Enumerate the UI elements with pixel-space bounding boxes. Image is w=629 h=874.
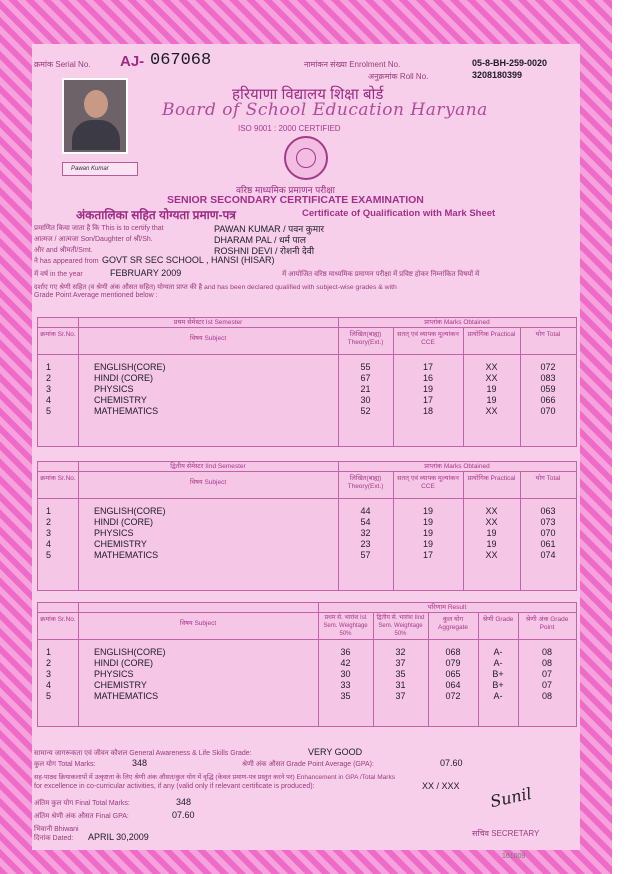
sem1-cell-cce: 17 [422, 395, 433, 405]
board-hindi: हरियाणा विद्यालय शिक्षा बोर्ड [232, 86, 384, 103]
sem1-cell-sr: 1 [46, 362, 52, 372]
enhancement-label-2: for excellence in co-curricular activities, if any (valid only if relevant certificate is produced): [34, 783, 315, 790]
result-cell-sr: 5 [46, 691, 52, 701]
result-cell-w2: 37 [395, 658, 406, 668]
roll-label: अनुक्रमांक Roll No. [368, 72, 429, 81]
result-cell-w2: 31 [395, 680, 406, 690]
final-total-label: अंतिम कुल योग Final Total Marks: [34, 800, 130, 807]
sem2-cell-cce: 19 [422, 517, 433, 527]
sem1-cell-subject: PHYSICS [94, 384, 134, 394]
mother-label: और and श्रीमती/Smt. [34, 247, 93, 254]
sem1-cell-subject: MATHEMATICS [94, 406, 159, 416]
sem1-cell-sr: 4 [46, 395, 52, 405]
sem1-cell-subject: CHEMISTRY [94, 395, 147, 405]
text-line-1: में आयोजित वरिष्ठ माध्यमिक प्रमाणन परीक्षा में प्रविष्ट होकर निम्नांकित विषयों में [282, 271, 480, 278]
sem2-cell-theory: 57 [360, 550, 371, 560]
sem2-marks-header: प्राप्तांक Marks Obtained [424, 463, 490, 470]
sem1-cce-header: सतत् एवं व्यापक मूल्यांकन CCE [397, 331, 459, 346]
school-name: GOVT SR SEC SCHOOL , HANSI (HISAR) [102, 255, 275, 265]
gpa-label: श्रेणी अंक औसत Grade Point Average (GPA): [242, 761, 374, 768]
total-value: 348 [132, 758, 148, 768]
sem1-cell-total: 072 [540, 362, 556, 372]
text-line-3: Grade Point Average mentioned below : [34, 292, 158, 299]
sem2-cell-subject: CHEMISTRY [94, 539, 147, 549]
result-cell-w1: 30 [340, 669, 351, 679]
sem2-cell-sr: 4 [46, 539, 52, 549]
sem2-cce-header: सतत् एवं व्यापक मूल्यांकन CCE [397, 475, 459, 490]
result-cell-sr: 1 [46, 647, 52, 657]
photo-signature: Pawan Kumar [62, 162, 138, 176]
sem1-cell-theory: 67 [360, 373, 371, 383]
certify-label: प्रमाणित किया जाता है कि This is to certify that [34, 225, 164, 232]
sem1-total-header: योग Total [535, 331, 561, 338]
sem1-cell-subject: ENGLISH(CORE) [94, 362, 166, 372]
sem1-cell-theory: 55 [360, 362, 371, 372]
sem2-cell-subject: PHYSICS [94, 528, 134, 538]
final-gpa-value: 07.60 [172, 810, 195, 820]
father-name: DHARAM PAL / धर्म पाल [214, 235, 306, 245]
serial-label: क्रमांक Serial No. [34, 60, 91, 69]
sem2-cell-practical: XX [485, 506, 498, 516]
sem1-cell-total: 070 [540, 406, 556, 416]
sem2-table [37, 461, 577, 591]
result-cell-agg: 068 [445, 647, 461, 657]
sem2-cell-total: 074 [540, 550, 556, 560]
sem2-cell-theory: 44 [360, 506, 371, 516]
place-label: भिवानी Bhiwani [34, 826, 79, 833]
sem2-sr-header: क्रमांक Sr.No. [40, 475, 76, 482]
total-label: कुल योग Total Marks: [34, 761, 96, 768]
result-cell-subject: CHEMISTRY [94, 680, 147, 690]
sem2-subject-header: विषय Subject [189, 479, 227, 486]
sem2-cell-sr: 3 [46, 528, 52, 538]
result-cell-subject: MATHEMATICS [94, 691, 159, 701]
sem1-cell-practical: XX [485, 406, 498, 416]
result-cell-sr: 2 [46, 658, 52, 668]
sem1-cell-total: 059 [540, 384, 556, 394]
sem2-cell-cce: 19 [422, 539, 433, 549]
result-cell-grade: B+ [492, 680, 504, 690]
sem1-cell-practical: 19 [486, 395, 497, 405]
certificate-body [32, 44, 580, 860]
result-gp-header: श्रेणी अंक Grade Point [525, 616, 569, 631]
sem1-cell-cce: 19 [422, 384, 433, 394]
enrolment-label: नामांकन संख्या Enrolment No. [304, 60, 401, 69]
result-cell-agg: 064 [445, 680, 461, 690]
sem2-cell-theory: 23 [360, 539, 371, 549]
sem1-cell-cce: 16 [422, 373, 433, 383]
sem2-cell-subject: MATHEMATICS [94, 550, 159, 560]
sem2-cell-total: 070 [540, 528, 556, 538]
sem2-cell-subject: ENGLISH(CORE) [94, 506, 166, 516]
sem2-cell-total: 061 [540, 539, 556, 549]
result-cell-w2: 35 [395, 669, 406, 679]
result-cell-w1: 35 [340, 691, 351, 701]
result-cell-agg: 072 [445, 691, 461, 701]
sem1-cell-cce: 18 [422, 406, 433, 416]
result-cell-sr: 4 [46, 680, 52, 690]
result-cell-gp: 07 [541, 680, 552, 690]
sem2-total-header: योग Total [535, 475, 561, 482]
result-cell-w1: 42 [340, 658, 351, 668]
sem2-cell-cce: 17 [422, 550, 433, 560]
sem1-cell-cce: 17 [422, 362, 433, 372]
candidate-name: PAWAN KUMAR / पवन कुमार [214, 224, 325, 234]
sem1-practical-header: प्रायोगिक Practical [467, 331, 516, 338]
result-cell-subject: ENGLISH(CORE) [94, 647, 166, 657]
result-cell-agg: 079 [445, 658, 461, 668]
sem2-cell-theory: 54 [360, 517, 371, 527]
secretary-label: सचिव SECRETARY [472, 829, 540, 838]
sem2-cell-practical: XX [485, 550, 498, 560]
result-title: परिणाम Result [427, 604, 467, 611]
sem1-cell-practical: 19 [486, 384, 497, 394]
result-cell-w2: 37 [395, 691, 406, 701]
sem2-cell-total: 073 [540, 517, 556, 527]
result-cell-gp: 08 [541, 647, 552, 657]
sem1-title: प्रथम सेमेस्टर Ist Semester [173, 319, 243, 326]
sem1-table [37, 317, 577, 447]
roll-number: 3208180399 [472, 70, 523, 80]
sem2-cell-practical: 19 [486, 528, 497, 538]
result-cell-grade: B+ [492, 669, 504, 679]
exam-year: FEBRUARY 2009 [110, 268, 182, 278]
result-aggregate-header: कुल योग Aggregate [438, 616, 468, 631]
serial-number: 067068 [150, 51, 212, 70]
exam-hindi: वरिष्ठ माध्यमिक प्रमाणन परीक्षा [236, 185, 336, 195]
sem2-cell-theory: 32 [360, 528, 371, 538]
year-label: में वर्ष in the year [34, 271, 83, 278]
enrolment-number: 05-8-BH-259-0020 [472, 58, 548, 68]
result-subject-header: विषय Subject [179, 620, 217, 627]
result-cell-w1: 36 [340, 647, 351, 657]
sem2-cell-sr: 5 [46, 550, 52, 560]
sem1-cell-practical: XX [485, 373, 498, 383]
result-grade-header: श्रेणी Grade [482, 616, 514, 623]
result-cell-grade: A- [493, 691, 503, 701]
sem2-cell-sr: 2 [46, 517, 52, 527]
sem2-cell-cce: 19 [422, 506, 433, 516]
sem2-cell-subject: HINDI (CORE) [94, 517, 153, 527]
sem1-cell-theory: 52 [360, 406, 371, 416]
result-cell-subject: HINDI (CORE) [94, 658, 153, 668]
result-cell-gp: 08 [541, 691, 552, 701]
cert-english: Certificate of Qualification with Mark Sheet [302, 208, 496, 219]
ga-label: सामान्य जागरूकता एवं जीवन कौशल General Awareness & Life Skills Grade: [34, 750, 252, 757]
enhancement-label: सह-पाठ्य क्रियाकलापों में उत्कृष्टता के लिए श्रेणी अंक औसत/कुल योग में वृद्धि (केवल प्रमाण-पत्र प्रस्तुत करने पर) Enhancement in GPA /Total Marks [34, 774, 395, 781]
sem1-cell-sr: 3 [46, 384, 52, 394]
sem2-cell-total: 063 [540, 506, 556, 516]
parent-label: आत्मज / आत्मजा Son/Daughter of श्री/Sh. [34, 236, 153, 243]
sem1-marks-header: प्राप्तांक Marks Obtained [424, 319, 490, 326]
result-table [37, 602, 577, 727]
mother-name: ROSHNI DEVI / रोशनी देवी [214, 246, 315, 256]
result-w2-header: द्वितीय से. भारांश IInd Sem. Weightage 50% [376, 615, 425, 637]
sem1-cell-sr: 5 [46, 406, 52, 416]
result-cell-subject: PHYSICS [94, 669, 134, 679]
result-cell-grade: A- [493, 647, 503, 657]
sem1-cell-theory: 21 [360, 384, 371, 394]
print-number: 161009 [502, 853, 526, 860]
cert-hindi: अंकतालिका सहित योग्यता प्रमाण-पत्र [76, 208, 236, 222]
appeared-label: ने has appeared from [34, 258, 99, 265]
sem1-cell-practical: XX [485, 362, 498, 372]
sem2-cell-cce: 19 [422, 528, 433, 538]
board-english: Board of School Education Haryana [162, 100, 488, 120]
iso-certified: ISO 9001 : 2000 CERTIFIED [238, 124, 341, 133]
result-cell-grade: A- [493, 658, 503, 668]
result-sr-header: क्रमांक Sr.No. [40, 616, 76, 623]
ga-value: VERY GOOD [308, 747, 363, 757]
result-cell-agg: 065 [445, 669, 461, 679]
sem2-cell-practical: XX [485, 517, 498, 527]
serial-prefix: AJ- [120, 53, 145, 70]
sem2-practical-header: प्रायोगिक Practical [467, 475, 516, 482]
sem2-cell-practical: 19 [486, 539, 497, 549]
enhancement-value: XX / XXX [422, 781, 460, 791]
exam-english: SENIOR SECONDARY CERTIFICATE EXAMINATION [167, 194, 424, 206]
result-w1-header: प्रथम से. भारांश Ist Sem. Weightage 50% [323, 615, 368, 637]
sem2-cell-sr: 1 [46, 506, 52, 516]
sem1-cell-sr: 2 [46, 373, 52, 383]
secretary-signature: Sunil [488, 783, 534, 812]
sem1-theory-header: लिखित(बाह्य) Theory(Ext.) [347, 331, 384, 346]
sem1-subject-header: विषय Subject [189, 335, 227, 342]
result-cell-w2: 32 [395, 647, 406, 657]
final-total-value: 348 [176, 797, 192, 807]
sem1-cell-theory: 30 [360, 395, 371, 405]
sem1-cell-total: 066 [540, 395, 556, 405]
text-line-2: दर्शाए गए श्रेणी सहित (व श्रेणी अंक औसत सहित) योग्यता प्राप्त की है and has been declared qualified with subject-wise grades & with [34, 284, 397, 291]
result-cell-gp: 07 [541, 669, 552, 679]
sem1-cell-subject: HINDI (CORE) [94, 373, 153, 383]
sem2-title: द्वितीय सेमेस्टर IInd Semester [170, 463, 246, 470]
final-gpa-label: अंतिम श्रेणी अंक औसत Final GPA: [34, 813, 129, 820]
sem1-cell-total: 083 [540, 373, 556, 383]
sem1-sr-header: क्रमांक Sr.No. [40, 331, 76, 338]
candidate-photo [62, 78, 128, 154]
date-value: APRIL 30,2009 [88, 832, 149, 842]
gpa-value: 07.60 [440, 758, 463, 768]
board-seal-icon [284, 136, 328, 180]
result-cell-sr: 3 [46, 669, 52, 679]
result-cell-gp: 08 [541, 658, 552, 668]
date-label: दिनांक Dated: [34, 835, 74, 842]
result-cell-w1: 33 [340, 680, 351, 690]
sem2-theory-header: लिखित(बाह्य) Theory(Ext.) [347, 475, 384, 490]
